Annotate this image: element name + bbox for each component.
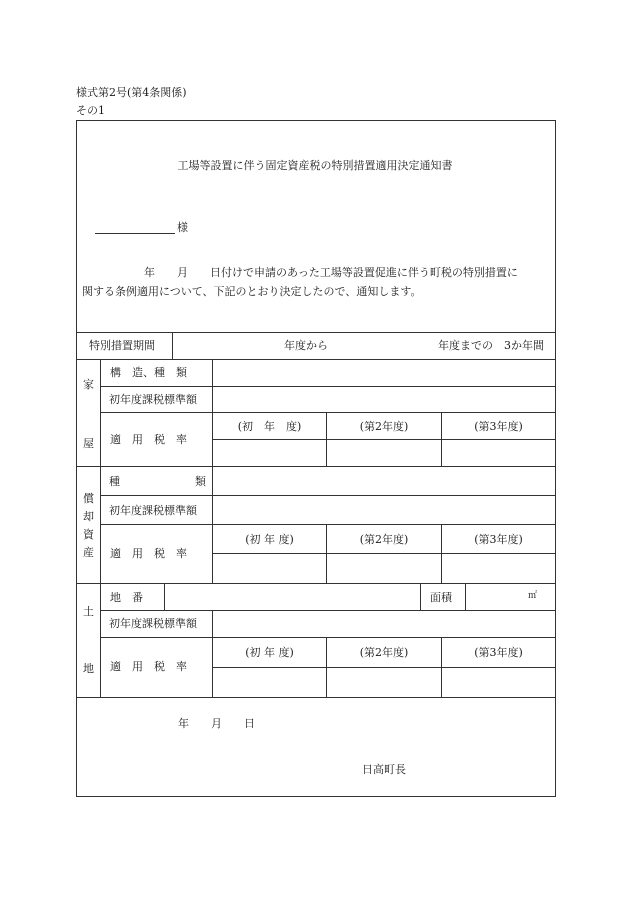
table-line xyxy=(101,412,555,413)
land-area-unit: ㎡ xyxy=(528,591,538,601)
form-number: 様式第2号(第4条関係) xyxy=(76,86,187,99)
land-year1-header: (初 年 度) xyxy=(245,646,294,659)
table-line xyxy=(326,637,327,697)
table-line xyxy=(101,386,555,387)
depreciable-side-char3: 資 xyxy=(83,528,94,541)
table-line xyxy=(77,697,555,698)
depreciable-side-char1: 償 xyxy=(83,492,94,505)
table-line xyxy=(77,332,555,333)
table-line xyxy=(326,524,327,583)
table-line xyxy=(213,553,555,554)
notice-body-line1: 年 月 日付けで申請のあった工場等設置促進に伴う町税の特別措置に xyxy=(144,266,518,279)
house-year2-header: (第2年度) xyxy=(359,420,409,433)
table-line xyxy=(77,583,555,584)
land-side-label-top: 土 xyxy=(83,605,94,618)
house-tax-rate-label: 適 用 税 率 xyxy=(110,433,187,446)
table-line xyxy=(100,359,101,697)
depreciable-year2-header: (第2年度) xyxy=(359,533,409,546)
land-lot-label: 地 番 xyxy=(110,591,143,604)
table-line xyxy=(213,439,555,440)
table-line xyxy=(101,495,555,496)
depreciable-side-char2: 却 xyxy=(83,510,94,523)
period-label: 特別措置期間 xyxy=(89,339,155,352)
form-frame xyxy=(76,120,556,797)
table-line xyxy=(172,332,173,359)
table-line xyxy=(212,359,213,583)
land-side-label-bottom: 地 xyxy=(83,662,94,675)
house-side-label-top: 家 xyxy=(83,378,94,391)
table-line xyxy=(420,583,421,610)
depreciable-year3-header: (第3年度) xyxy=(474,533,523,546)
depreciable-tax-rate-label: 適 用 税 率 xyxy=(110,547,187,560)
period-from: 年度から xyxy=(284,339,328,352)
period-to: 年度までの 3か年間 xyxy=(438,339,544,352)
addressee-suffix: 様 xyxy=(177,221,188,234)
house-year1-header: (初 年 度) xyxy=(237,420,302,433)
table-line xyxy=(465,583,466,610)
table-line xyxy=(441,524,442,583)
issue-date: 年 月 日 xyxy=(178,717,255,730)
land-tax-rate-label: 適 用 税 率 xyxy=(110,660,187,673)
table-line xyxy=(101,524,555,525)
house-structure-label: 構 造、種 類 xyxy=(110,366,187,379)
table-line xyxy=(77,359,555,360)
house-year3-header: (第3年度) xyxy=(474,420,523,433)
table-line xyxy=(77,466,555,467)
house-side-label-bottom: 屋 xyxy=(83,437,94,450)
land-area-label: 面積 xyxy=(430,591,452,604)
table-line xyxy=(213,667,555,668)
land-base-amount-label: 初年度課税標準額 xyxy=(109,617,197,630)
depreciable-base-amount-label: 初年度課税標準額 xyxy=(109,504,197,517)
form-sub-number: その1 xyxy=(76,104,105,117)
depreciable-kind-label: 種類 xyxy=(109,475,206,488)
addressee-blank-line xyxy=(95,233,175,234)
depreciable-year1-header: (初 年 度) xyxy=(245,533,294,546)
notice-title: 工場等設置に伴う固定資産税の特別措置適用決定通知書 xyxy=(177,159,453,172)
depreciable-side-char4: 産 xyxy=(83,546,94,559)
table-line xyxy=(101,637,555,638)
table-line xyxy=(164,583,165,610)
house-base-amount-label: 初年度課税標準額 xyxy=(109,393,197,406)
issuer-name: 日高町長 xyxy=(362,763,406,776)
land-year2-header: (第2年度) xyxy=(359,646,409,659)
notice-body-line2: 関する条例適用について、下記のとおり決定したので、通知します。 xyxy=(82,285,422,298)
table-line xyxy=(101,610,555,611)
table-line xyxy=(441,637,442,697)
land-year3-header: (第3年度) xyxy=(474,646,523,659)
